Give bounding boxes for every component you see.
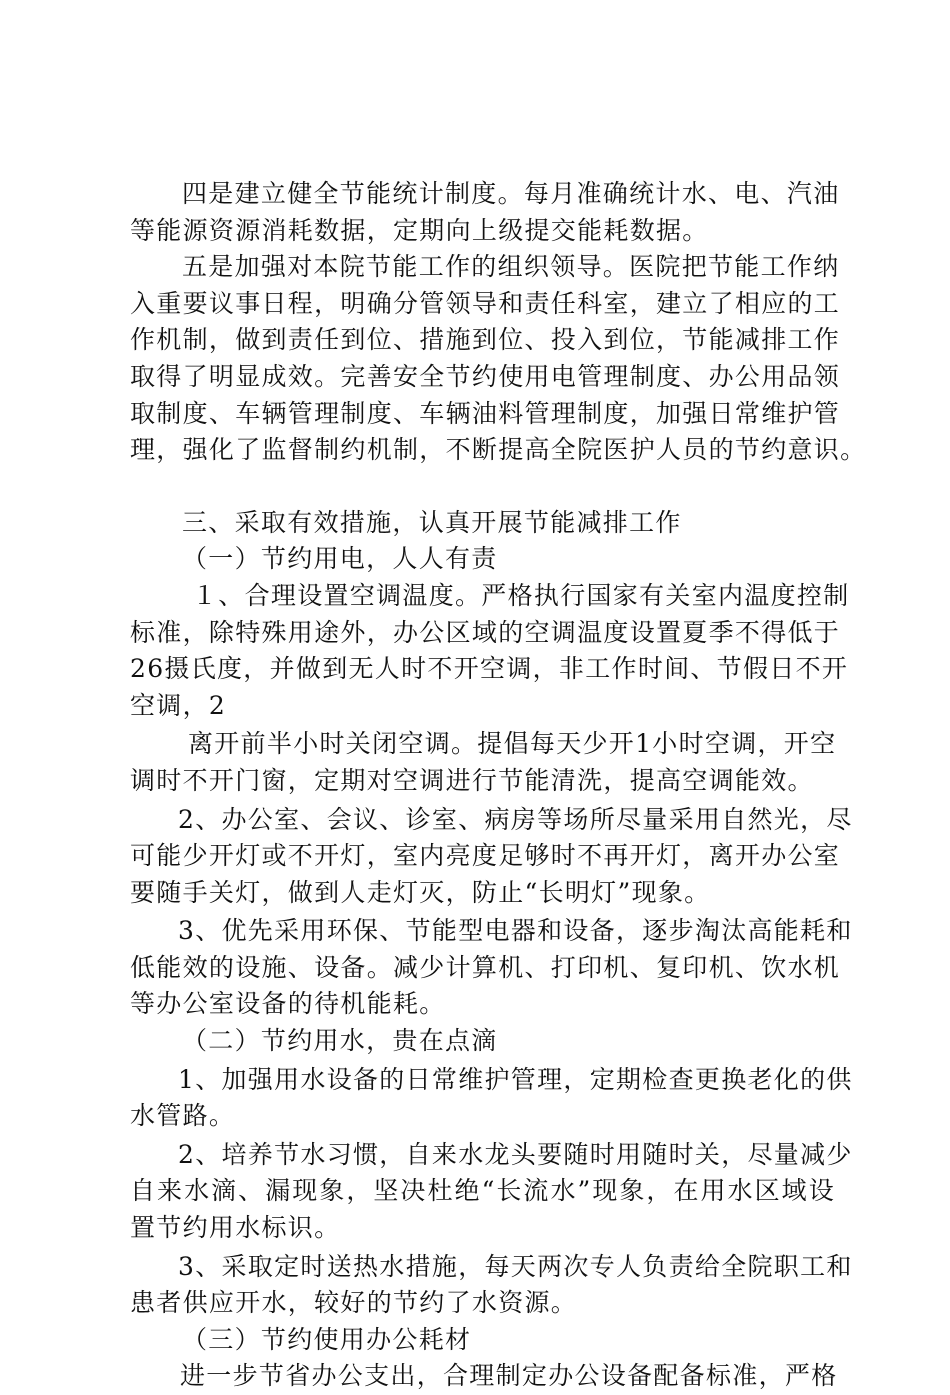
subsection-heading-water: [130, 1023, 835, 1060]
paragraph-hot-water: [130, 1249, 853, 1322]
paragraph-natural-light: [130, 802, 853, 912]
paragraph-office-expenses: [130, 1358, 838, 1395]
document-body: [130, 176, 867, 1395]
paragraph-ac-temperature: [130, 578, 850, 724]
text-line: 取制度、车辆管理制度、车辆油料管理制度，加强日常维护管: [130, 398, 841, 428]
text-line: 标准，除特殊用途外，办公区域的空调温度设置夏季不得低于: [130, 617, 841, 647]
subsection-heading: （一）节约用电，人人有责: [182, 544, 498, 574]
text-line: 调时不开门窗，定期对空调进行节能清洗，提高空调能效。: [130, 765, 814, 795]
subsection-heading-office-supplies: [130, 1322, 835, 1359]
text-line: 等能源资源消耗数据，定期向上级提交能耗数据。: [130, 215, 709, 245]
text-line: 五是加强对本院节能工作的组织领导。医院把节能工作纳: [182, 252, 840, 282]
text-line: 要随手关灯，做到人走灯灭，防止“长明灯”现象。: [130, 877, 711, 907]
text-line: 2、培养节水习惯，自来水龙头要随时用随时关，尽量减少: [178, 1139, 853, 1169]
text-line: 1、加强用水设备的日常维护管理，定期检查更换老化的供: [178, 1064, 853, 1094]
section-heading: 三、采取有效措施，认真开展节能减排工作: [182, 507, 682, 537]
text-line: 入重要议事日程，明确分管领导和责任科室，建立了相应的工: [130, 288, 841, 318]
text-line: 空调，2: [130, 690, 227, 720]
text-line: １、合理设置空调温度。严格执行国家有关室内温度控制: [192, 580, 850, 610]
text-line: 进一步节省办公支出，合理制定办公设备配备标准，严格: [180, 1361, 838, 1391]
text-line: 患者供应开水，较好的节约了水资源。: [130, 1288, 578, 1318]
text-line: 3、优先采用环保、节能型电器和设备，逐步淘汰高能耗和: [178, 916, 853, 946]
text-line: 2、办公室、会议、诊室、病房等场所尽量采用自然光，尽: [178, 804, 853, 834]
text-line: 置节约用水标识。: [130, 1213, 341, 1243]
text-line: 作机制，做到责任到位、措施到位、投入到位，节能减排工作: [130, 325, 841, 355]
text-line: 低能效的设施、设备。减少计算机、打印机、复印机、饮水机: [130, 952, 841, 982]
subsection-heading: （三）节约使用办公耗材: [182, 1324, 472, 1354]
text-line: 离开前半小时关闭空调。提倡每天少开1小时空调，开空: [188, 729, 837, 759]
text-line: 取得了明显成效。完善安全节约使用电管理制度、办公用品领: [130, 361, 841, 391]
paragraph-water-habits: [130, 1137, 853, 1247]
paragraph-energy-statistics: [130, 176, 840, 249]
text-line: 自来水滴、漏现象，坚决杜绝“长流水”现象，在用水区域设: [130, 1176, 835, 1206]
paragraph-water-maintenance: [130, 1062, 853, 1135]
text-line: 水管路。: [130, 1101, 236, 1131]
paragraph-organization-leadership: [130, 249, 867, 469]
paragraph-energy-saving-equipment: [130, 913, 853, 1023]
text-line: 可能少开灯或不开灯，室内亮度足够时不再开灯，离开办公室: [130, 841, 841, 871]
text-line: 3、采取定时送热水措施，每天两次专人负责给全院职工和: [178, 1251, 853, 1281]
text-line: 等办公室设备的待机能耗。: [130, 989, 446, 1019]
text-line: 四是建立健全节能统计制度。每月准确统计水、电、汽油: [182, 179, 840, 208]
text-line: 理，强化了监督制约机制，不断提高全院医护人员的节约意识。: [130, 435, 867, 465]
subsection-heading: （二）节约用水，贵在点滴: [182, 1026, 498, 1056]
section-heading-three: [130, 505, 835, 542]
paragraph-ac-continued: [130, 726, 835, 799]
subsection-heading-electricity: [130, 541, 835, 578]
text-line: 26摄氏度，并做到无人时不开空调，非工作时间、节假日不开: [130, 654, 849, 684]
